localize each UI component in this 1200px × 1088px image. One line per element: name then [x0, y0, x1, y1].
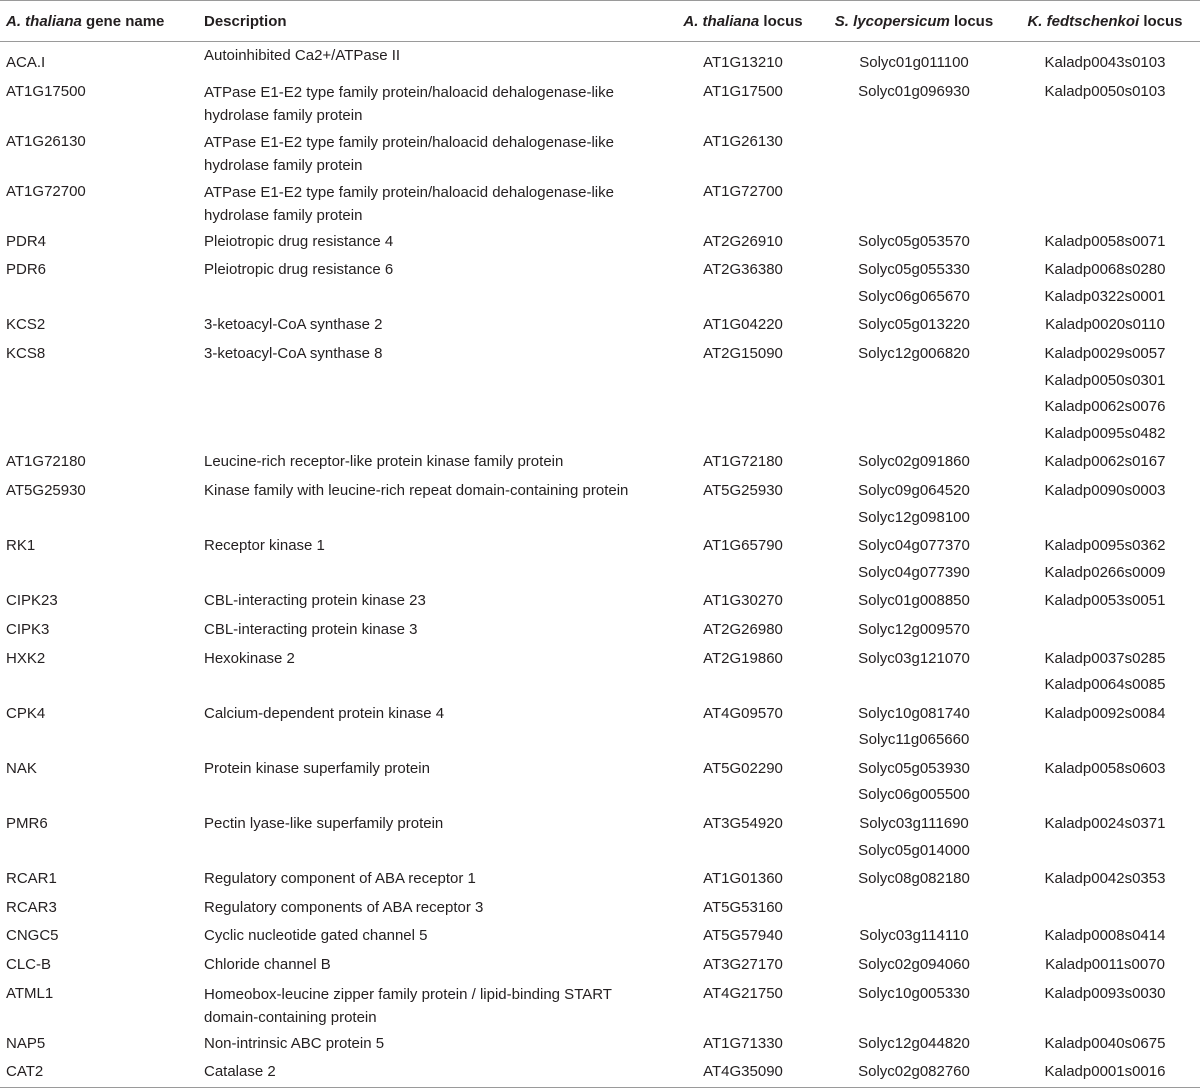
table-row [0, 477, 1200, 532]
sly-locus: Solyc09g064520 [858, 481, 970, 499]
table-row [0, 311, 1200, 340]
header-kfe-locus: K. fedtschenkoi locus [1010, 1, 1200, 42]
at-locus-cell: AT1G17500 [703, 82, 783, 100]
sly-locus: Solyc12g044820 [858, 1034, 970, 1052]
kfe-locus: Kaladp0020s0110 [1045, 316, 1165, 334]
at-locus-cell: AT3G54920 [703, 815, 783, 833]
gene-name-cell: AT5G25930 [6, 481, 86, 499]
gene-name-cell: CPK4 [6, 704, 46, 722]
sly-locus-cell [818, 810, 1010, 865]
sly-locus-cell [818, 256, 1010, 311]
gene-name-cell: KCS8 [6, 344, 46, 362]
kfe-locus: Kaladp0058s0071 [1044, 232, 1166, 250]
kfe-locus-cell [1010, 865, 1200, 894]
sly-locus: Solyc06g065670 [858, 287, 970, 305]
kfe-locus-cell [1010, 228, 1200, 257]
kfe-locus-cell [1010, 810, 1200, 865]
kfe-locus: Kaladp0040s0675 [1044, 1034, 1166, 1052]
sly-locus: Solyc08g082180 [858, 870, 970, 888]
description-cell: Kinase family with leucine-rich repeat domain-containing protein [204, 481, 629, 499]
at-locus-cell: AT1G72180 [703, 453, 783, 471]
description-cell: 3-ketoacyl-CoA synthase 8 [204, 344, 383, 362]
kfe-locus-cell [1010, 616, 1200, 645]
kfe-locus-cell [1010, 532, 1200, 587]
table-row [0, 810, 1200, 865]
kfe-locus: Kaladp0062s0167 [1044, 453, 1166, 471]
kfe-locus: Kaladp0042s0353 [1044, 870, 1166, 888]
sly-locus: Solyc05g053570 [858, 232, 970, 250]
sly-locus-cell [818, 587, 1010, 616]
kfe-locus-cell [1010, 311, 1200, 340]
kfe-locus-cell [1010, 42, 1200, 78]
table-row [0, 1030, 1200, 1059]
at-locus-cell: AT3G27170 [703, 956, 783, 974]
kfe-locus: Kaladp0095s0482 [1044, 424, 1166, 442]
sly-locus-cell [818, 645, 1010, 700]
kfe-locus-cell [1010, 645, 1200, 700]
gene-name-cell: RCAR1 [6, 870, 57, 888]
gene-name-cell: ACA.I [6, 54, 46, 71]
sly-locus: Solyc05g013220 [858, 316, 970, 334]
kfe-locus-cell [1010, 700, 1200, 755]
gene-name-cell: RCAR3 [6, 898, 57, 916]
sly-locus: Solyc04g077390 [858, 563, 970, 581]
kfe-locus-cell [1010, 78, 1200, 128]
sly-locus-cell [818, 922, 1010, 951]
sly-locus: Solyc10g005330 [858, 984, 970, 1002]
sly-locus-cell [818, 616, 1010, 645]
kfe-locus: Kaladp0068s0280 [1044, 261, 1166, 279]
table-row [0, 78, 1200, 128]
table-row [0, 1058, 1200, 1087]
sly-locus-cell [818, 951, 1010, 980]
at-locus-cell: AT1G04220 [703, 316, 783, 334]
description-cell: Pectin lyase-like superfamily protein [204, 815, 444, 833]
kfe-locus: Kaladp0024s0371 [1044, 815, 1166, 833]
kfe-locus: Kaladp0092s0084 [1044, 704, 1166, 722]
description-cell: ATPase E1-E2 type family protein/haloacid dehalogenase-like hydrolase family protein [204, 83, 614, 124]
kfe-locus: Kaladp0095s0362 [1044, 537, 1166, 555]
sly-locus: Solyc05g055330 [858, 261, 970, 279]
table-row [0, 128, 1200, 178]
sly-locus-cell [818, 340, 1010, 448]
kfe-locus-cell [1010, 922, 1200, 951]
description-cell: Chloride channel B [204, 956, 331, 974]
sly-locus-cell [818, 228, 1010, 257]
kfe-locus: Kaladp0064s0085 [1044, 676, 1166, 694]
table-row [0, 616, 1200, 645]
gene-name-cell: CIPK3 [6, 620, 50, 638]
gene-name-cell: CLC-B [6, 956, 52, 974]
at-locus-cell: AT5G57940 [703, 927, 783, 945]
at-locus-cell: AT2G15090 [703, 344, 783, 362]
table-row [0, 532, 1200, 587]
sly-locus-cell [818, 42, 1010, 78]
description-cell: Catalase 2 [198, 1058, 668, 1087]
description-cell: Regulatory components of ABA receptor 3 [204, 898, 484, 916]
at-locus-cell: AT1G13210 [703, 54, 783, 71]
sly-locus: Solyc01g008850 [858, 592, 970, 610]
sly-locus: Solyc11g065660 [858, 731, 970, 749]
at-locus-cell: AT1G26130 [703, 132, 783, 150]
table-row [0, 228, 1200, 257]
sly-locus: Solyc12g098100 [858, 508, 970, 526]
gene-name-cell: AT1G72180 [6, 453, 86, 471]
table-row [0, 980, 1200, 1030]
at-locus-cell: AT5G02290 [703, 759, 783, 777]
gene-name-cell: HXK2 [6, 649, 46, 667]
at-locus-cell: AT1G30270 [703, 592, 783, 610]
kfe-locus: Kaladp0090s0003 [1044, 481, 1166, 499]
at-locus-cell: AT2G19860 [703, 649, 783, 667]
description-cell: Leucine-rich receptor-like protein kinase family protein [204, 453, 564, 471]
kfe-locus-cell [1010, 477, 1200, 532]
table-row [0, 922, 1200, 951]
kfe-locus-cell [1010, 1030, 1200, 1059]
table-body [0, 42, 1200, 1088]
table-row [0, 340, 1200, 448]
sly-locus: Solyc06g005500 [858, 786, 970, 804]
sly-locus: Solyc02g091860 [858, 453, 970, 471]
kfe-locus-cell [1010, 178, 1200, 228]
sly-locus-cell [818, 78, 1010, 128]
sly-locus-cell [818, 1030, 1010, 1059]
at-locus-cell: AT4G35090 [668, 1058, 818, 1087]
sly-locus: Solyc01g096930 [858, 82, 970, 100]
kfe-locus-cell [1010, 980, 1200, 1030]
kfe-locus: Kaladp0322s0001 [1044, 287, 1166, 305]
gene-name-cell: CNGC5 [6, 927, 59, 945]
kfe-locus: Kaladp0050s0301 [1044, 371, 1166, 389]
sly-locus-cell [818, 980, 1010, 1030]
header-sly-locus: S. lycopersicum locus [818, 1, 1010, 42]
kfe-locus: Kaladp0053s0051 [1044, 592, 1166, 610]
sly-locus-cell [818, 532, 1010, 587]
gene-name-cell: ATML1 [6, 984, 54, 1002]
gene-name-cell: CAT2 [0, 1058, 198, 1087]
sly-locus: Solyc03g114110 [859, 927, 969, 945]
table-row [0, 645, 1200, 700]
sly-locus-cell [818, 894, 1010, 923]
table-row [0, 755, 1200, 810]
sly-locus-cell [818, 700, 1010, 755]
at-locus-cell: AT2G26910 [703, 232, 783, 250]
kfe-locus-cell [1010, 340, 1200, 448]
description-cell: Calcium-dependent protein kinase 4 [204, 704, 445, 722]
description-cell: Non-intrinsic ABC protein 5 [204, 1034, 385, 1052]
table-header [0, 1, 1200, 42]
kfe-locus-cell [1010, 256, 1200, 311]
gene-name-cell: PMR6 [6, 815, 48, 833]
description-cell: Hexokinase 2 [204, 649, 295, 667]
sly-locus: Solyc03g111690 [859, 815, 969, 833]
kfe-locus: Kaladp0011s0070 [1045, 956, 1165, 974]
table-row [0, 42, 1200, 78]
kfe-locus: Kaladp0043s0103 [1044, 54, 1166, 71]
description-cell: Protein kinase superfamily protein [204, 759, 430, 777]
sly-locus-cell [818, 448, 1010, 477]
description-cell: ATPase E1-E2 type family protein/haloacid dehalogenase-like hydrolase family protein [204, 183, 614, 224]
gene-name-cell: AT1G17500 [6, 82, 86, 100]
gene-name-cell: PDR4 [6, 232, 47, 250]
kfe-locus-cell [1010, 894, 1200, 923]
at-locus-cell: AT4G09570 [703, 704, 783, 722]
at-locus-cell: AT2G36380 [703, 261, 783, 279]
at-locus-cell: AT1G71330 [703, 1034, 783, 1052]
description-cell: Pleiotropic drug resistance 4 [204, 232, 394, 250]
description-cell: Pleiotropic drug resistance 6 [204, 261, 394, 279]
kfe-locus-cell [1010, 1058, 1200, 1087]
sly-locus: Solyc05g053930 [858, 759, 970, 777]
kfe-locus: Kaladp0050s0103 [1044, 82, 1166, 100]
gene-name-cell: NAK [6, 759, 37, 777]
gene-name-cell: AT1G72700 [6, 182, 86, 200]
at-locus-cell: AT1G65790 [703, 537, 783, 555]
kfe-locus: Kaladp0058s0603 [1044, 759, 1166, 777]
sly-locus: Solyc02g082760 [858, 1063, 970, 1081]
table-row [0, 448, 1200, 477]
kfe-locus: Kaladp0029s0057 [1044, 344, 1166, 362]
gene-name-cell: RK1 [6, 537, 36, 555]
at-locus-cell: AT1G01360 [703, 870, 783, 888]
gene-name-cell: CIPK23 [6, 592, 58, 610]
kfe-locus: Kaladp0093s0030 [1044, 984, 1166, 1002]
kfe-locus: Kaladp0001s0016 [1044, 1063, 1166, 1081]
kfe-locus-cell [1010, 951, 1200, 980]
sly-locus-cell [818, 865, 1010, 894]
table-row [0, 894, 1200, 923]
kfe-locus: Kaladp0062s0076 [1044, 398, 1166, 416]
sly-locus-cell [818, 755, 1010, 810]
kfe-locus: Kaladp0037s0285 [1044, 649, 1166, 667]
header-gene-name: A. thaliana gene name [0, 1, 198, 42]
kfe-locus-cell [1010, 448, 1200, 477]
sly-locus: Solyc02g094060 [858, 956, 970, 974]
table-row [0, 700, 1200, 755]
header-at-locus: A. thaliana locus [668, 1, 818, 42]
kfe-locus: Kaladp0008s0414 [1044, 927, 1166, 945]
sly-locus: Solyc12g009570 [858, 620, 970, 638]
sly-locus: Solyc04g077370 [858, 537, 970, 555]
header-description: Description [198, 1, 668, 42]
sly-locus-cell [818, 311, 1010, 340]
sly-locus-cell [818, 477, 1010, 532]
gene-name-cell: KCS2 [6, 316, 46, 334]
kfe-locus-cell [1010, 755, 1200, 810]
sly-locus: Solyc05g014000 [858, 841, 970, 859]
sly-locus-cell [818, 178, 1010, 228]
sly-locus: Solyc03g121070 [858, 649, 970, 667]
at-locus-cell: AT5G53160 [703, 898, 783, 916]
description-cell: 3-ketoacyl-CoA synthase 2 [204, 316, 383, 334]
kfe-locus-cell [1010, 128, 1200, 178]
description-cell: CBL-interacting protein kinase 3 [204, 620, 418, 638]
at-locus-cell: AT5G25930 [703, 481, 783, 499]
kfe-locus-cell [1010, 587, 1200, 616]
at-locus-cell: AT2G26980 [703, 620, 783, 638]
at-locus-cell: AT4G21750 [703, 984, 783, 1002]
table-row [0, 256, 1200, 311]
gene-name-cell: NAP5 [6, 1034, 46, 1052]
table-row [0, 587, 1200, 616]
sly-locus: Solyc10g081740 [858, 704, 970, 722]
table-row [0, 178, 1200, 228]
kfe-locus: Kaladp0266s0009 [1044, 563, 1166, 581]
sly-locus-cell [818, 1058, 1010, 1087]
description-cell: Autoinhibited Ca2+/ATPase II [204, 47, 401, 64]
sly-locus: Solyc01g011100 [859, 54, 969, 71]
description-cell: Homeobox-leucine zipper family protein / lipid-binding START domain-containing protein [204, 985, 612, 1026]
gene-name-cell: PDR6 [6, 261, 47, 279]
sly-locus-cell [818, 128, 1010, 178]
description-cell: Cyclic nucleotide gated channel 5 [204, 927, 428, 945]
description-cell: Regulatory component of ABA receptor 1 [204, 870, 476, 888]
description-cell: Receptor kinase 1 [204, 537, 325, 555]
gene-name-cell: AT1G26130 [6, 132, 86, 150]
table-row [0, 951, 1200, 980]
sly-locus: Solyc12g006820 [858, 344, 970, 362]
table-row [0, 865, 1200, 894]
description-cell: ATPase E1-E2 type family protein/haloacid dehalogenase-like hydrolase family protein [204, 133, 614, 174]
description-cell: CBL-interacting protein kinase 23 [204, 592, 426, 610]
at-locus-cell: AT1G72700 [703, 182, 783, 200]
